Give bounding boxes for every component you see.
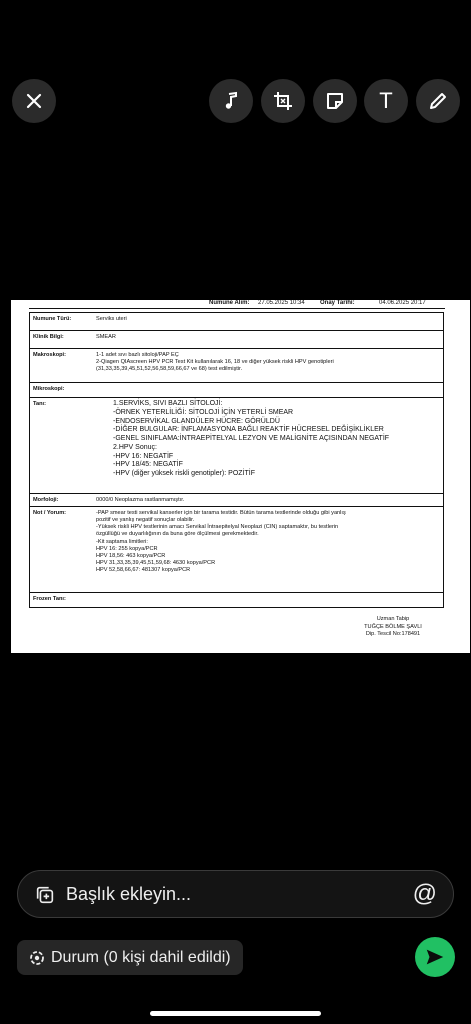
diagnosis-line: 2.HPV Sonuç: bbox=[113, 443, 157, 451]
crop-rotate-button[interactable] bbox=[261, 79, 305, 123]
doctor-signature bbox=[353, 616, 433, 639]
report-row bbox=[30, 331, 443, 349]
row-label: Makroskopi: bbox=[33, 352, 66, 358]
music-note-icon bbox=[219, 89, 243, 113]
caption-input[interactable] bbox=[17, 870, 454, 918]
row-line: özgüllüğü ve duyarlılığının da buna göre ölçülmesi gerekmektedir. bbox=[96, 531, 259, 538]
document-photo bbox=[11, 300, 470, 653]
signature-line: Uzman Tabip bbox=[376, 616, 410, 622]
music-button[interactable] bbox=[209, 79, 253, 123]
row-line: -Kit saptama limitleri: bbox=[96, 538, 148, 545]
report-row bbox=[30, 398, 443, 494]
row-line: 0000/0 Neoplazma rastlanmamıştır. bbox=[96, 497, 185, 503]
row-line: HPV 16: 255 kopya/PCR bbox=[96, 545, 158, 552]
diagnosis-line: -ENDOSERVİKAL GLANDÜLER HÜCRE: GÖRÜLDÜ bbox=[113, 417, 280, 425]
row-line: HPV 52,58,66,67: 481307 kopya/PCR bbox=[96, 567, 191, 574]
diagnosis-line: -HPV 18/45: NEGATİF bbox=[113, 461, 183, 469]
row-line: HPV 31,33,35,39,45,51,59,68: 4630 kopya/PCR bbox=[96, 560, 216, 567]
diagnosis-line: 1.SERVİKS, SIVI BAZLI SİTOLOJİ: bbox=[113, 400, 223, 407]
text-button[interactable] bbox=[364, 79, 408, 123]
sticker-icon bbox=[323, 89, 347, 113]
approval-date-value: 04.06.2025 20:17 bbox=[379, 300, 426, 306]
report-row bbox=[30, 593, 443, 607]
row-label: Morfoloji: bbox=[33, 497, 59, 503]
row-label: Klinik Bilgi: bbox=[33, 334, 64, 340]
report-row bbox=[30, 383, 443, 398]
close-button[interactable] bbox=[12, 79, 56, 123]
diagnosis-line: -DİĞER BULGULAR: İNFLAMASYONA BAĞLI REAKTİF HÜCRESEL DEĞİŞİKLİKLER bbox=[113, 426, 384, 434]
row-label: Tanı: bbox=[33, 401, 46, 407]
report-row bbox=[30, 349, 443, 383]
add-media-icon[interactable] bbox=[34, 884, 56, 906]
row-line: Serviks uteri bbox=[96, 316, 127, 322]
signature-line: TUĞÇE BÖLME ŞAVLI bbox=[364, 623, 422, 630]
status-audience-chip[interactable] bbox=[17, 940, 243, 975]
home-indicator bbox=[150, 1011, 321, 1016]
sample-date-value: 27.05.2025 10:34 bbox=[258, 300, 305, 306]
send-button[interactable] bbox=[415, 937, 455, 977]
row-line: -Yüksek riskli HPV testlerinin amacı Servikal İntraepitelyal Neoplazi (CIN) saptamaktır, bu testlerin bbox=[96, 524, 339, 531]
report-table bbox=[29, 312, 444, 608]
row-line: 2-Qiagen QIAscreen HPV PCR Test Kit kullanılarak 16, 18 ve diğer yüksek riskli HPV genotipleri bbox=[96, 359, 334, 366]
status-label: Durum (0 kişi dahil edildi) bbox=[51, 948, 231, 966]
row-line: SMEAR bbox=[96, 334, 116, 340]
row-label: Numune Türü: bbox=[33, 316, 72, 322]
status-ring-icon bbox=[29, 950, 45, 966]
diagnosis-line: -GENEL SINIFLAMA:İNTRAEPİTELYAL LEZYON VE MALİGNİTE AÇISINDAN NEGATİF bbox=[113, 435, 390, 442]
sample-date-label: Numune Alım: bbox=[209, 300, 250, 306]
signature-line: Dip. Tescil No:178491 bbox=[365, 631, 421, 638]
row-line: 1-1 adet sıvı bazlı sitoloji/PAP EÇ bbox=[96, 352, 179, 358]
diagnosis-line: -HPV 16: NEGATİF bbox=[113, 452, 174, 460]
row-line: -PAP smear testi servikal kanserler için bir tarama testidir. Bütün tarama testlerinde olduğu gibi yanlış bbox=[96, 510, 346, 516]
row-line: (31,33,35,39,45,51,52,56,58,59,66,67 ve 68) test edilmiştir. bbox=[96, 366, 243, 373]
send-icon bbox=[424, 946, 446, 968]
draw-button[interactable] bbox=[416, 79, 460, 123]
diagnosis-line: -HPV (diğer yüksek riskli genotipler): POZİTİF bbox=[113, 470, 255, 477]
close-icon bbox=[22, 89, 46, 113]
row-line: pozitif ve yanlış negatif sonuçlar olabilir. bbox=[96, 517, 195, 524]
row-label: Mikroskopi: bbox=[33, 386, 65, 392]
diagnosis-line: -ÖRNEK YETERLİLİĞİ: SİTOLOJİ İÇİN YETERLİ SMEAR bbox=[113, 408, 294, 416]
caption-placeholder[interactable]: Başlık ekleyin... bbox=[66, 884, 192, 904]
crop-rotate-icon bbox=[271, 89, 295, 113]
approval-date-label: Onay Tarihi: bbox=[320, 300, 355, 306]
report-row bbox=[30, 507, 443, 593]
sticker-button[interactable] bbox=[313, 79, 357, 123]
row-label: Not / Yorum: bbox=[33, 510, 67, 516]
text-icon: T bbox=[379, 88, 393, 113]
pencil-icon bbox=[426, 89, 450, 113]
report-row bbox=[30, 313, 443, 331]
document-header bbox=[29, 300, 445, 309]
mention-icon[interactable]: @ bbox=[412, 880, 437, 907]
row-label: Frozen Tanı: bbox=[33, 596, 66, 602]
row-line: HPV 18,56: 463 kopya/PCR bbox=[96, 552, 166, 559]
report-row bbox=[30, 494, 443, 507]
